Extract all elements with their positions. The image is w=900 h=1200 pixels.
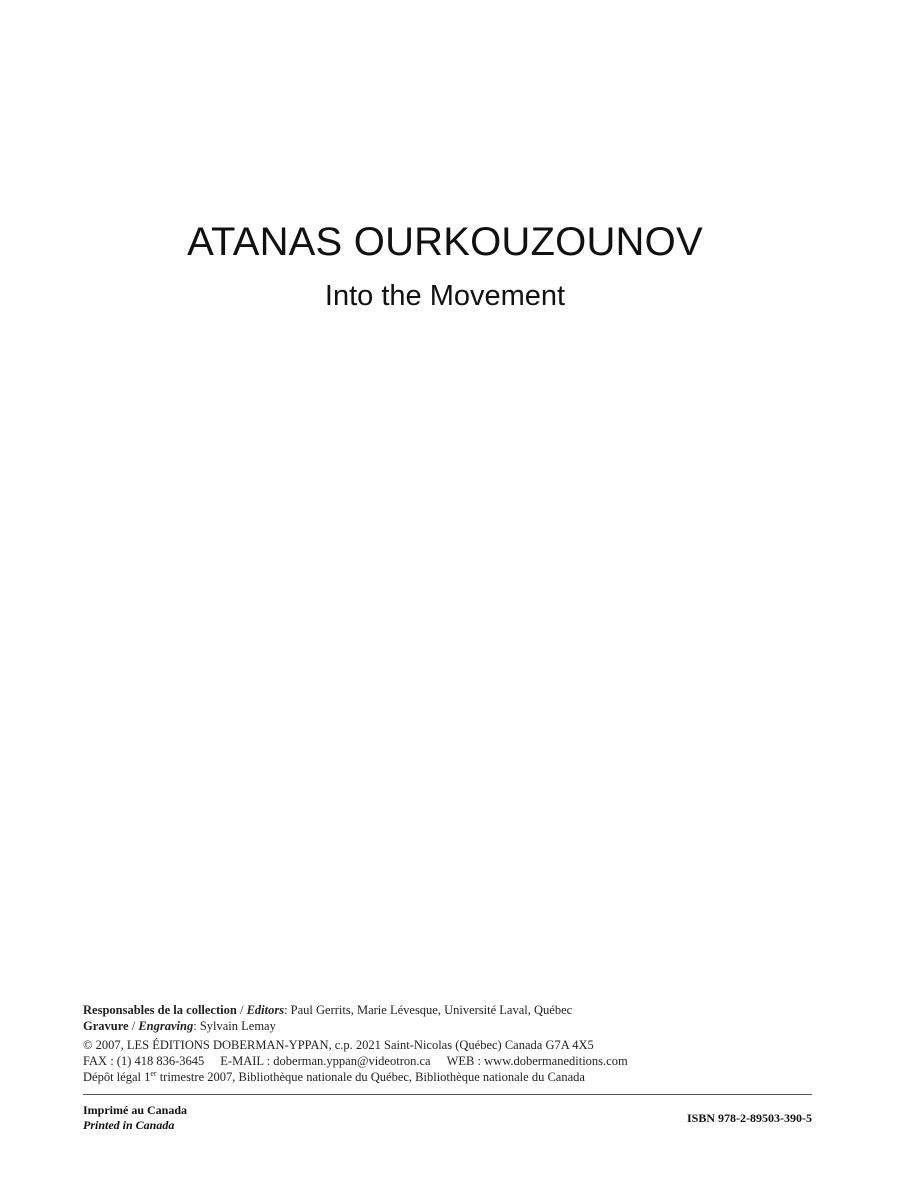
author-name: ATANAS OURKOUZOUNOV [187,220,703,264]
contact-line [83,1053,813,1069]
printed-in-block [83,1103,187,1133]
copyright-line: © 2007, LES ÉDITIONS DOBERMAN-YPPAN, c.p. 2021 Saint-Nicolas (Québec) Canada G7A 4X5 [83,1038,594,1052]
editors-label-en: Editors [246,1003,285,1017]
email-address: E-MAIL : doberman.yppan@videotron.ca [220,1054,431,1068]
legal-deposit-prefix: Dépôt légal 1 [83,1070,151,1084]
title-block [0,218,890,314]
legal-deposit-line [83,1069,813,1085]
engraving-separator: / [128,1019,139,1033]
legal-deposit-suffix: trimestre 2007, Bibliothèque nationale du Québec, Bibliothèque nationale du Canada [156,1070,585,1084]
book-title: Into the Movement [324,280,566,312]
editors-label-fr: Responsables de la collection [83,1003,237,1017]
isbn: ISBN 978-2-89503-390-5 [687,1111,812,1125]
editors-separator: / [236,1003,247,1017]
engraving-line [83,1018,813,1034]
divider-rule [83,1094,812,1095]
printed-en [83,1118,187,1133]
engraving-label-en: Engraving [138,1019,194,1033]
printed-fr: Imprimé au Canada [83,1103,188,1117]
engraving-label-fr: Gravure [83,1019,129,1033]
colophon [83,1002,813,1085]
printed-en-text: Printed in Canada [83,1118,175,1132]
website-address: WEB : www.dobermaneditions.com [446,1054,628,1068]
engraving-value: : Sylvain Lemay [193,1019,276,1033]
fax-number: FAX : (1) 418 836-3645 [83,1054,205,1068]
editors-value: : Paul Gerrits, Marie Lévesque, Université Laval, Québec [284,1003,573,1017]
legal-deposit-superscript: er [150,1068,157,1078]
editors-line [83,1002,813,1018]
